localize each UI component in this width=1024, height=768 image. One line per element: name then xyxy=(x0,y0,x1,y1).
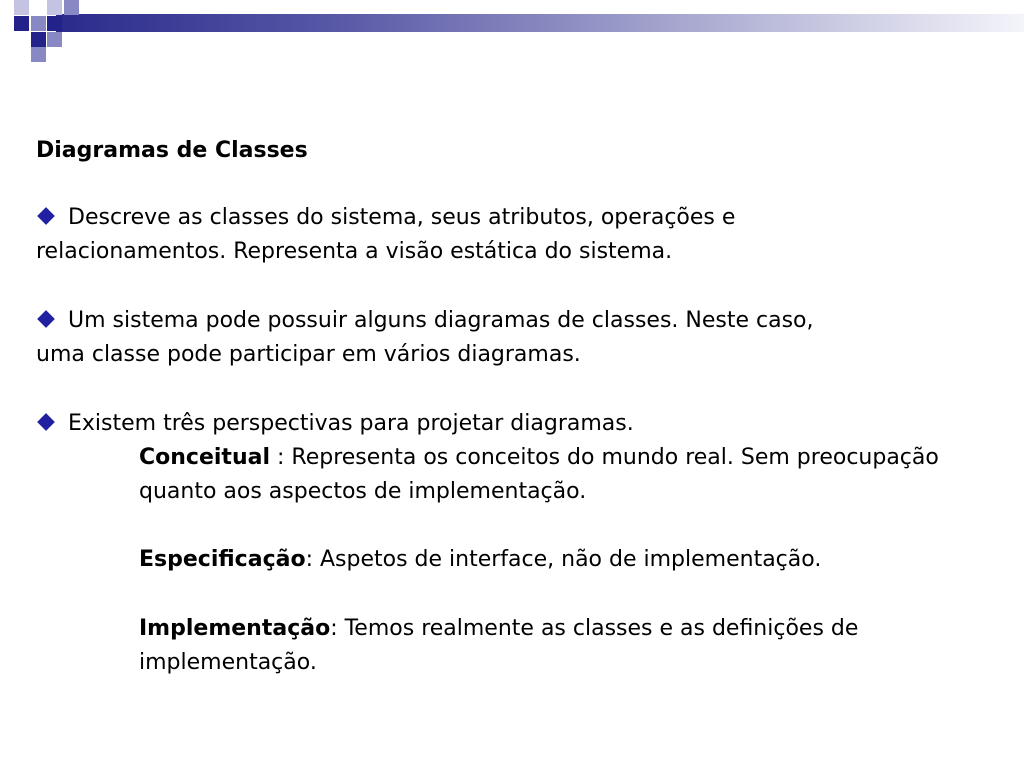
deco-square xyxy=(47,16,62,31)
deco-square xyxy=(31,47,46,62)
perspective-item xyxy=(139,543,989,577)
perspective-term: Especificação xyxy=(139,547,306,572)
deco-square xyxy=(31,16,46,31)
diamond-bullet-icon xyxy=(37,413,55,431)
bullet-text: Um sistema pode possuir alguns diagramas de classes. Neste caso, xyxy=(68,308,814,333)
deco-square xyxy=(31,32,46,47)
perspective-item xyxy=(139,612,989,680)
diamond-bullet-icon xyxy=(37,310,55,328)
deco-square xyxy=(14,16,29,31)
bullet-item xyxy=(36,304,986,372)
perspective-text: Temos realmente as classes e as definições de implementação. xyxy=(139,616,859,675)
bullet-text-continued: uma classe pode participar em vários diagramas. xyxy=(36,342,581,367)
deco-square xyxy=(47,0,62,15)
perspective-text: Aspetos de interface, não de implementação. xyxy=(319,547,822,572)
perspective-separator: : xyxy=(270,445,292,470)
slide-title: Diagramas de Classes xyxy=(36,138,308,163)
diamond-bullet-icon xyxy=(37,207,55,225)
perspective-item xyxy=(139,441,989,509)
bullet-item xyxy=(36,407,986,441)
bullet-text: Descreve as classes do sistema, seus atributos, operações e xyxy=(68,205,736,230)
perspective-term: Implementação xyxy=(139,616,331,641)
header-gradient-band xyxy=(56,14,1024,32)
deco-square xyxy=(47,32,62,47)
perspective-separator: : xyxy=(305,547,320,572)
deco-square xyxy=(64,0,79,15)
perspective-term: Conceitual xyxy=(139,445,270,470)
bullet-text-continued: relacionamentos. Representa a visão estática do sistema. xyxy=(36,239,673,264)
bullet-item xyxy=(36,201,986,269)
header-decoration xyxy=(0,0,1024,62)
bullet-text: Existem três perspectivas para projetar diagramas. xyxy=(68,411,634,436)
deco-square xyxy=(14,0,29,15)
perspective-separator: : xyxy=(330,616,345,641)
perspective-text: Representa os conceitos do mundo real. Sem preocupação quanto aos aspectos de implementação. xyxy=(139,445,939,504)
